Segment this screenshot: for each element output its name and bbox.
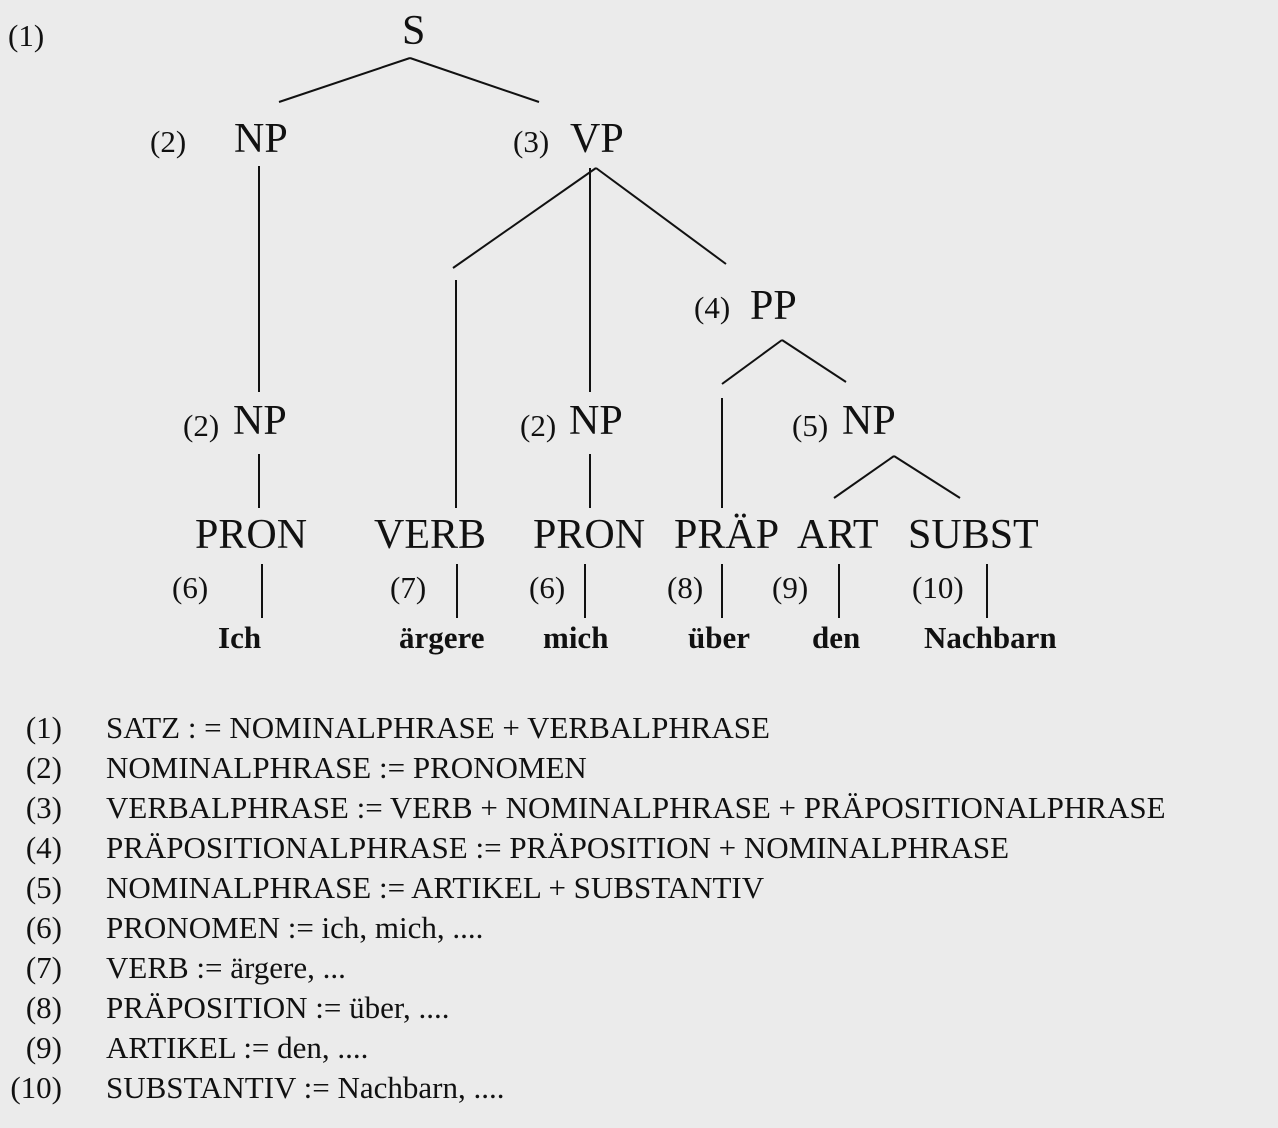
rule-text: PRÄPOSITIONALPHRASE := PRÄPOSITION + NOMINALPHRASE	[106, 830, 1010, 865]
node-np-ich: NP	[233, 398, 287, 444]
node-pp: PP	[750, 283, 797, 329]
word-aergere: ärgere	[399, 620, 485, 655]
node-pron2-index: (6)	[529, 570, 566, 605]
node-subst-index: (10)	[912, 570, 964, 605]
edge-s-vp	[410, 58, 539, 102]
edge-np-subst	[894, 456, 960, 498]
rule-number: (10)	[10, 1070, 62, 1105]
edge-pp-praep	[722, 340, 782, 384]
rule-number: (9)	[25, 1030, 62, 1065]
node-np-ich-index: (2)	[183, 408, 220, 443]
node-np-nachbarn: NP	[842, 398, 896, 444]
edge-pp-np	[782, 340, 846, 382]
rule-text: NOMINALPHRASE := PRONOMEN	[106, 750, 587, 785]
node-np-top: NP	[234, 116, 288, 162]
node-verb-index: (7)	[390, 570, 427, 605]
rule-number: (4)	[25, 830, 62, 865]
node-s: S	[402, 8, 426, 54]
node-np-mich-index: (2)	[520, 408, 557, 443]
rule-text: SATZ : = NOMINALPHRASE + VERBALPHRASE	[106, 710, 770, 745]
word-nachbarn: Nachbarn	[924, 620, 1057, 655]
node-np-mich: NP	[569, 398, 623, 444]
node-pp-index: (4)	[694, 290, 731, 325]
edge-vp-verb-a	[453, 168, 596, 268]
node-pron1: PRON	[195, 512, 308, 558]
node-np-top-index: (2)	[150, 124, 187, 159]
node-praep-index: (8)	[667, 570, 704, 605]
rule-number: (3)	[25, 790, 62, 825]
node-vp-index: (3)	[513, 124, 550, 159]
rule-number: (5)	[25, 870, 62, 905]
rule-text: VERBALPHRASE := VERB + NOMINALPHRASE + PRÄPOSITIONALPHRASE	[106, 790, 1166, 825]
rule-number: (8)	[25, 990, 62, 1025]
rule-text: ARTIKEL := den, ....	[106, 1030, 369, 1065]
node-subst: SUBST	[908, 512, 1039, 558]
word-ich: Ich	[218, 620, 262, 655]
node-art-index: (9)	[772, 570, 809, 605]
rule-number: (1)	[25, 710, 62, 745]
rule-text: PRONOMEN := ich, mich, ....	[106, 910, 484, 945]
node-np-nachbarn-index: (5)	[792, 408, 829, 443]
edge-s-np	[279, 58, 410, 102]
rule-number: (2)	[25, 750, 62, 785]
node-pron1-index: (6)	[172, 570, 209, 605]
node-pron2: PRON	[533, 512, 646, 558]
root-index: (1)	[8, 18, 45, 53]
word-mich: mich	[543, 620, 609, 655]
rule-text: NOMINALPHRASE := ARTIKEL + SUBSTANTIV	[106, 870, 765, 905]
rule-number: (6)	[25, 910, 62, 945]
rule-text: SUBSTANTIV := Nachbarn, ....	[106, 1070, 505, 1105]
node-art: ART	[797, 512, 879, 558]
rule-text: PRÄPOSITION := über, ....	[106, 990, 450, 1025]
edge-np-art	[834, 456, 894, 498]
node-vp: VP	[570, 116, 624, 162]
node-verb: VERB	[374, 512, 487, 558]
rule-text: VERB := ärgere, ...	[106, 950, 346, 985]
word-ueber: über	[688, 620, 750, 655]
edge-vp-pp	[596, 168, 726, 264]
node-praep: PRÄP	[674, 512, 780, 558]
rule-number: (7)	[25, 950, 62, 985]
word-den: den	[812, 620, 861, 655]
